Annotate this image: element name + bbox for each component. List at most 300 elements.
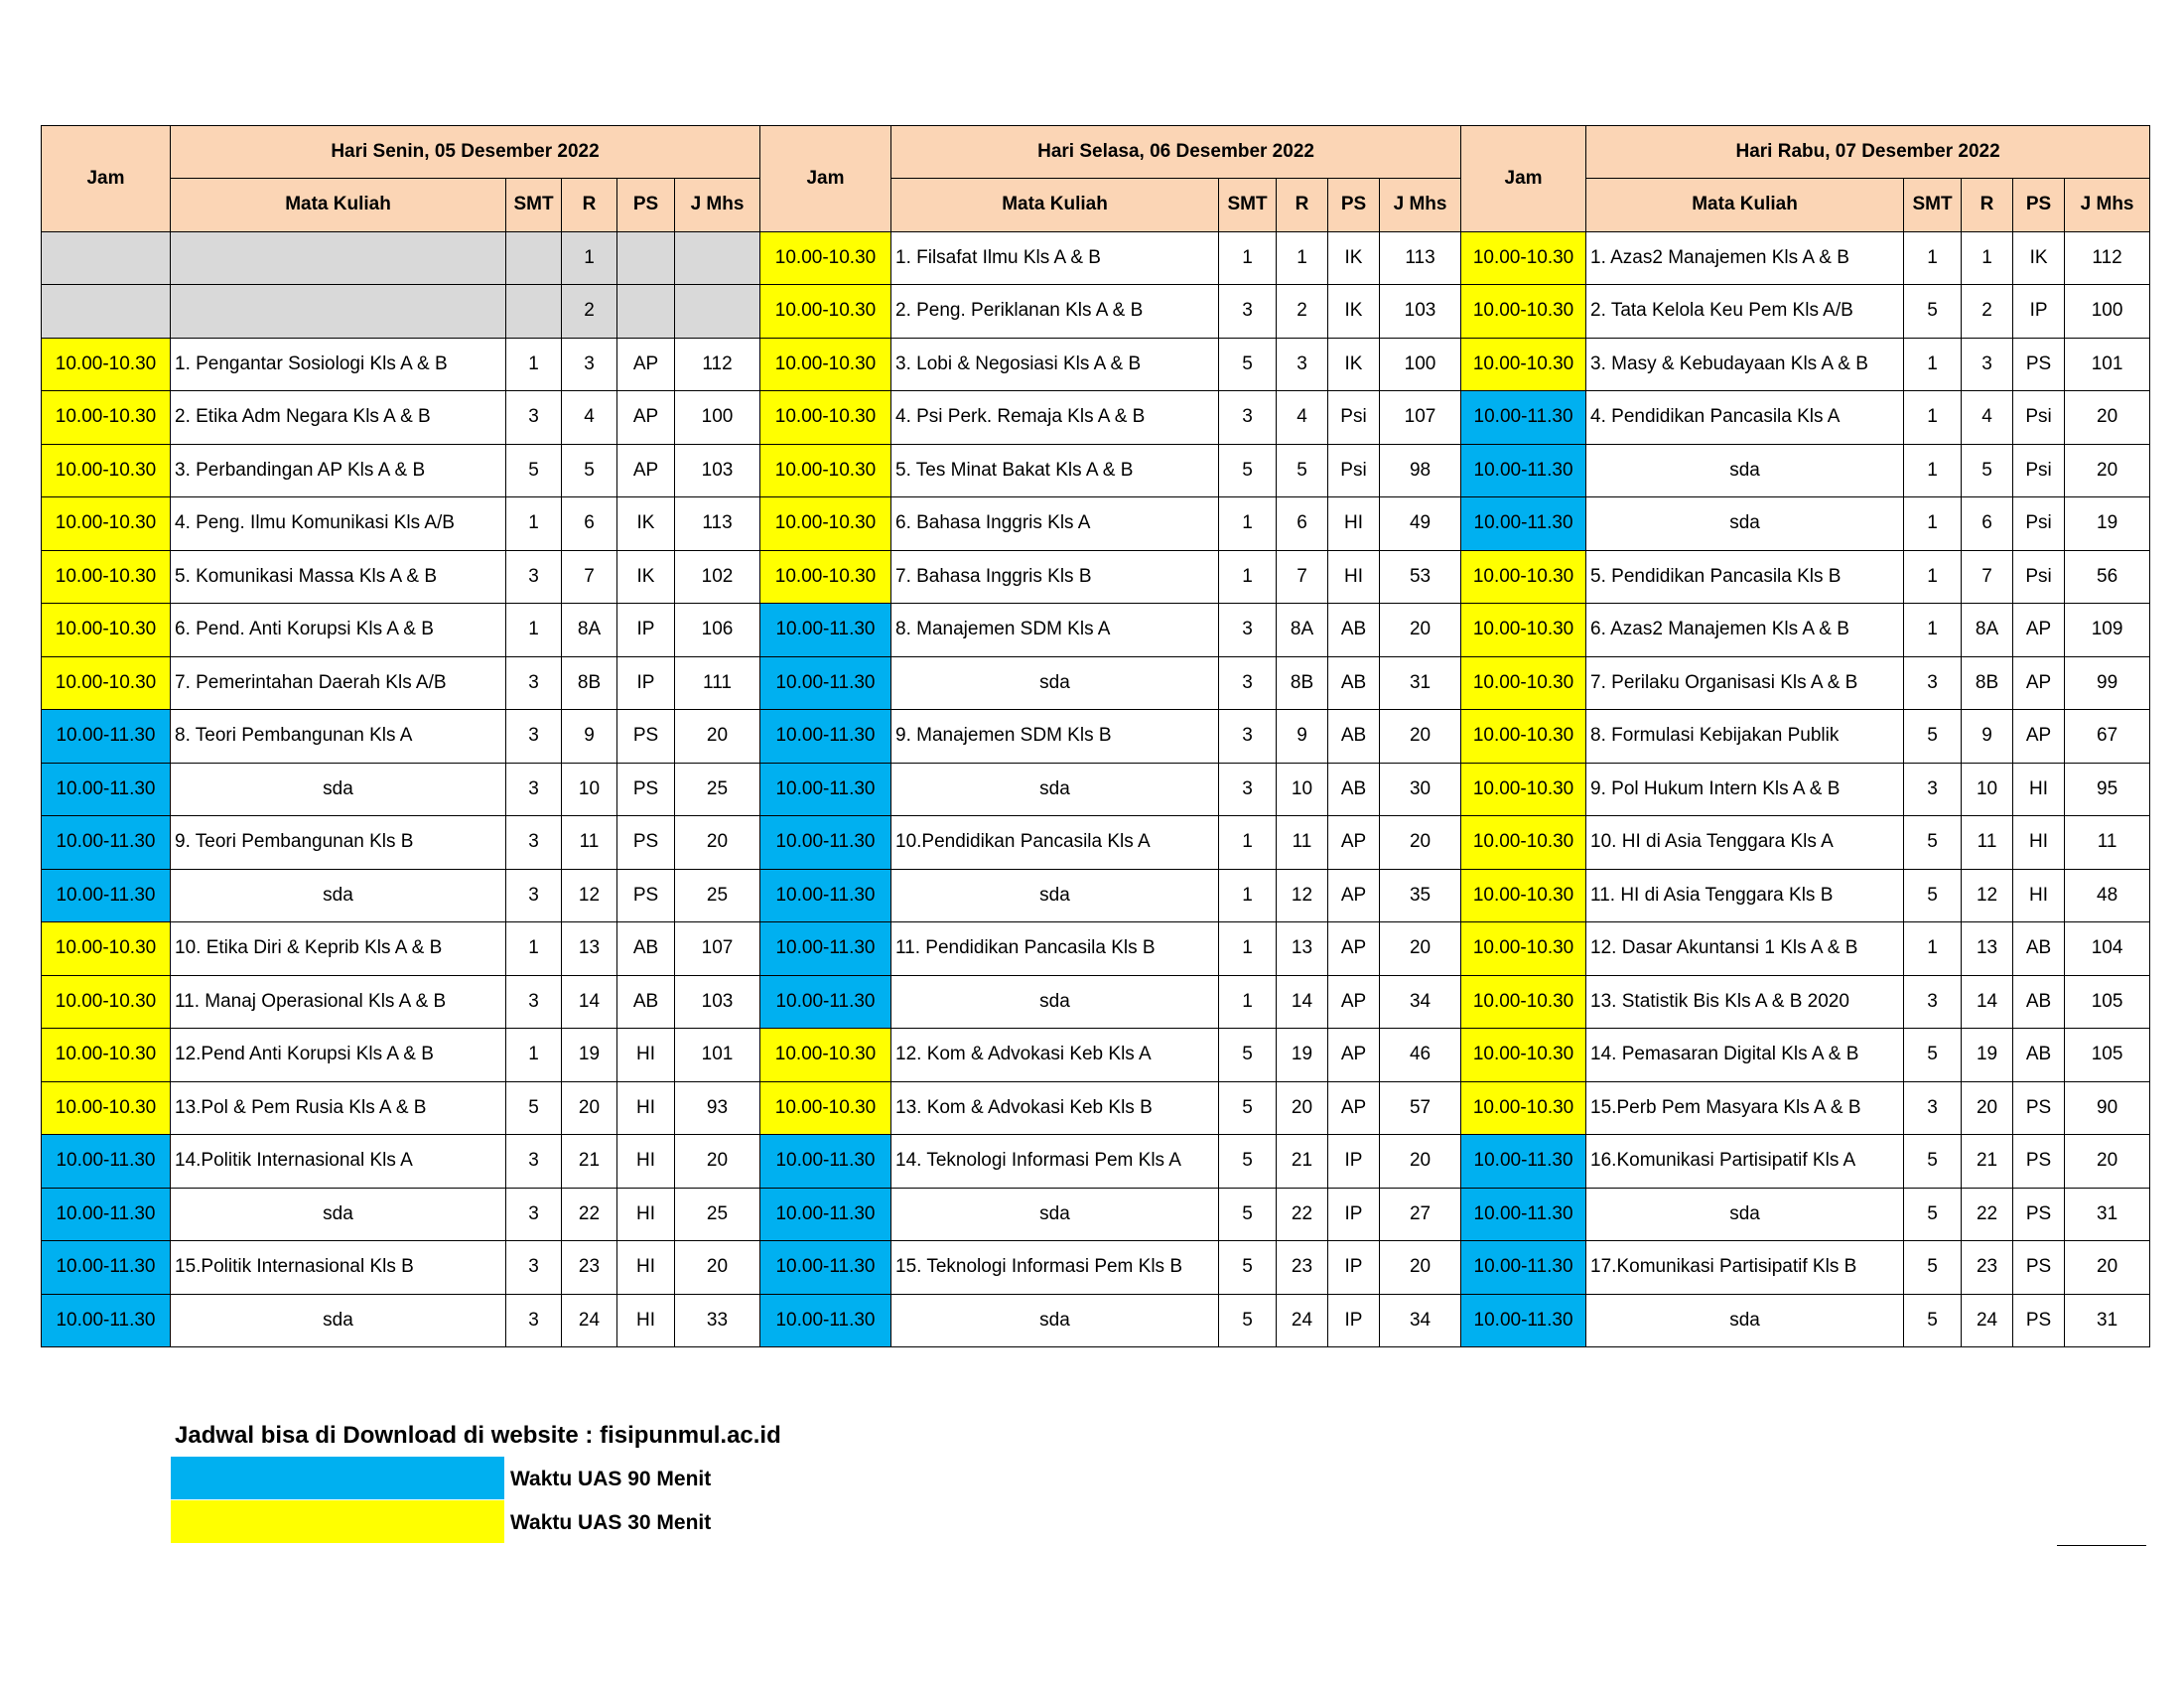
wednesday-ps-cell: PS bbox=[2013, 1188, 2065, 1241]
tuesday-r-cell: 8B bbox=[1277, 656, 1328, 710]
monday-j-mhs-cell: 20 bbox=[675, 1135, 760, 1189]
tuesday-j-mhs-cell: 100 bbox=[1380, 338, 1461, 391]
wednesday-jam-cell: 10.00-11.30 bbox=[1461, 1135, 1586, 1189]
wednesday-r-cell: 13 bbox=[1962, 922, 2013, 976]
tuesday-jam-cell: 10.00-10.30 bbox=[760, 231, 891, 285]
wednesday-r-cell: 19 bbox=[1962, 1029, 2013, 1082]
monday-jam-cell: 10.00-10.30 bbox=[42, 550, 171, 604]
monday-j-mhs-cell: 20 bbox=[675, 816, 760, 870]
wednesday-jam-cell: 10.00-10.30 bbox=[1461, 1081, 1586, 1135]
tuesday-ps-cell: Psi bbox=[1328, 391, 1380, 445]
wednesday-smt-cell: 5 bbox=[1904, 1188, 1962, 1241]
wednesday-jam-cell: 10.00-10.30 bbox=[1461, 869, 1586, 922]
tuesday-smt-cell: 3 bbox=[1219, 763, 1277, 816]
monday-mata-kuliah-cell: 11. Manaj Operasional Kls A & B bbox=[171, 975, 506, 1029]
monday-mata-kuliah-cell: 5. Komunikasi Massa Kls A & B bbox=[171, 550, 506, 604]
tuesday-jam-cell: 10.00-11.30 bbox=[760, 1241, 891, 1295]
col-header-ps: PS bbox=[1328, 179, 1380, 232]
monday-jam-cell: 10.00-10.30 bbox=[42, 338, 171, 391]
monday-j-mhs-cell: 106 bbox=[675, 604, 760, 657]
monday-mata-kuliah-cell: 15.Politik Internasional Kls B bbox=[171, 1241, 506, 1295]
monday-ps-cell: PS bbox=[617, 816, 675, 870]
tuesday-r-cell: 6 bbox=[1277, 497, 1328, 551]
tuesday-smt-cell: 1 bbox=[1219, 816, 1277, 870]
table-row bbox=[42, 1029, 2150, 1082]
wednesday-ps-cell: AB bbox=[2013, 922, 2065, 976]
tuesday-jam-cell: 10.00-11.30 bbox=[760, 1294, 891, 1347]
monday-r-cell: 21 bbox=[562, 1135, 617, 1189]
tuesday-j-mhs-cell: 30 bbox=[1380, 763, 1461, 816]
tuesday-j-mhs-cell: 98 bbox=[1380, 444, 1461, 497]
table-row bbox=[42, 922, 2150, 976]
wednesday-j-mhs-cell: 19 bbox=[2065, 497, 2150, 551]
monday-r-cell: 5 bbox=[562, 444, 617, 497]
col-header-smt: SMT bbox=[1904, 179, 1962, 232]
col-header-j-mhs: J Mhs bbox=[675, 179, 760, 232]
monday-jam-cell bbox=[42, 285, 171, 339]
download-note: Jadwal bisa di Download di website : fisipunmul.ac.id bbox=[175, 1422, 781, 1449]
tuesday-jam-cell: 10.00-11.30 bbox=[760, 975, 891, 1029]
monday-jam-cell bbox=[42, 231, 171, 285]
tuesday-mata-kuliah-cell: 5. Tes Minat Bakat Kls A & B bbox=[891, 444, 1219, 497]
wednesday-r-cell: 8A bbox=[1962, 604, 2013, 657]
wednesday-smt-cell: 5 bbox=[1904, 710, 1962, 764]
monday-jam-cell: 10.00-10.30 bbox=[42, 975, 171, 1029]
wednesday-jam-cell: 10.00-10.30 bbox=[1461, 656, 1586, 710]
wednesday-jam-cell: 10.00-10.30 bbox=[1461, 338, 1586, 391]
monday-smt-cell bbox=[506, 231, 562, 285]
wednesday-r-cell: 2 bbox=[1962, 285, 2013, 339]
monday-j-mhs-cell: 100 bbox=[675, 391, 760, 445]
wednesday-j-mhs-cell: 20 bbox=[2065, 444, 2150, 497]
monday-smt-cell: 1 bbox=[506, 604, 562, 657]
table-row bbox=[42, 869, 2150, 922]
wednesday-smt-cell: 1 bbox=[1904, 550, 1962, 604]
monday-mata-kuliah-cell: 7. Pemerintahan Daerah Kls A/B bbox=[171, 656, 506, 710]
wednesday-mata-kuliah-cell: sda bbox=[1586, 1188, 1904, 1241]
wednesday-jam-cell: 10.00-10.30 bbox=[1461, 763, 1586, 816]
col-header-r: R bbox=[1962, 179, 2013, 232]
table-header bbox=[42, 126, 2150, 232]
wednesday-jam-cell: 10.00-11.30 bbox=[1461, 1241, 1586, 1295]
monday-jam-cell: 10.00-11.30 bbox=[42, 1135, 171, 1189]
tuesday-smt-cell: 5 bbox=[1219, 338, 1277, 391]
wednesday-j-mhs-cell: 67 bbox=[2065, 710, 2150, 764]
monday-r-cell: 3 bbox=[562, 338, 617, 391]
monday-smt-cell: 3 bbox=[506, 1135, 562, 1189]
tuesday-mata-kuliah-cell: 8. Manajemen SDM Kls A bbox=[891, 604, 1219, 657]
tuesday-j-mhs-cell: 20 bbox=[1380, 922, 1461, 976]
monday-mata-kuliah-cell bbox=[171, 231, 506, 285]
wednesday-jam-cell: 10.00-11.30 bbox=[1461, 391, 1586, 445]
wednesday-mata-kuliah-cell: sda bbox=[1586, 497, 1904, 551]
wednesday-r-cell: 23 bbox=[1962, 1241, 2013, 1295]
wednesday-smt-cell: 5 bbox=[1904, 816, 1962, 870]
monday-r-cell: 14 bbox=[562, 975, 617, 1029]
jam-header-tuesday: Jam bbox=[760, 126, 891, 232]
wednesday-mata-kuliah-cell: 10. HI di Asia Tenggara Kls A bbox=[1586, 816, 1904, 870]
tuesday-mata-kuliah-cell: 15. Teknologi Informasi Pem Kls B bbox=[891, 1241, 1219, 1295]
wednesday-ps-cell: PS bbox=[2013, 1135, 2065, 1189]
tuesday-jam-cell: 10.00-10.30 bbox=[760, 444, 891, 497]
wednesday-r-cell: 20 bbox=[1962, 1081, 2013, 1135]
monday-jam-cell: 10.00-11.30 bbox=[42, 869, 171, 922]
tuesday-r-cell: 8A bbox=[1277, 604, 1328, 657]
monday-smt-cell: 5 bbox=[506, 444, 562, 497]
table-row bbox=[42, 604, 2150, 657]
wednesday-ps-cell: Psi bbox=[2013, 497, 2065, 551]
wednesday-mata-kuliah-cell: 5. Pendidikan Pancasila Kls B bbox=[1586, 550, 1904, 604]
wednesday-ps-cell: Psi bbox=[2013, 444, 2065, 497]
wednesday-mata-kuliah-cell: 9. Pol Hukum Intern Kls A & B bbox=[1586, 763, 1904, 816]
monday-jam-cell: 10.00-10.30 bbox=[42, 497, 171, 551]
tuesday-jam-cell: 10.00-11.30 bbox=[760, 1188, 891, 1241]
monday-ps-cell bbox=[617, 285, 675, 339]
wednesday-ps-cell: PS bbox=[2013, 1081, 2065, 1135]
monday-r-cell: 7 bbox=[562, 550, 617, 604]
monday-mata-kuliah-cell: 6. Pend. Anti Korupsi Kls A & B bbox=[171, 604, 506, 657]
monday-jam-cell: 10.00-10.30 bbox=[42, 604, 171, 657]
legend-swatch-90 bbox=[171, 1457, 504, 1499]
tuesday-r-cell: 22 bbox=[1277, 1188, 1328, 1241]
wednesday-mata-kuliah-cell: 2. Tata Kelola Keu Pem Kls A/B bbox=[1586, 285, 1904, 339]
monday-r-cell: 13 bbox=[562, 922, 617, 976]
tuesday-j-mhs-cell: 57 bbox=[1380, 1081, 1461, 1135]
col-header-mata-kuliah: Mata Kuliah bbox=[891, 179, 1219, 232]
monday-ps-cell: AB bbox=[617, 975, 675, 1029]
tuesday-jam-cell: 10.00-11.30 bbox=[760, 869, 891, 922]
table-row bbox=[42, 391, 2150, 445]
wednesday-ps-cell: AB bbox=[2013, 1029, 2065, 1082]
monday-j-mhs-cell: 20 bbox=[675, 1241, 760, 1295]
monday-mata-kuliah-cell: 12.Pend Anti Korupsi Kls A & B bbox=[171, 1029, 506, 1082]
wednesday-ps-cell: HI bbox=[2013, 763, 2065, 816]
wednesday-j-mhs-cell: 20 bbox=[2065, 391, 2150, 445]
table-row bbox=[42, 285, 2150, 339]
tuesday-jam-cell: 10.00-10.30 bbox=[760, 338, 891, 391]
wednesday-r-cell: 7 bbox=[1962, 550, 2013, 604]
wednesday-ps-cell: IP bbox=[2013, 285, 2065, 339]
wednesday-j-mhs-cell: 112 bbox=[2065, 231, 2150, 285]
tuesday-mata-kuliah-cell: 1. Filsafat Ilmu Kls A & B bbox=[891, 231, 1219, 285]
monday-ps-cell: IP bbox=[617, 656, 675, 710]
table-body bbox=[42, 231, 2150, 1347]
monday-j-mhs-cell: 33 bbox=[675, 1294, 760, 1347]
table-row bbox=[42, 1188, 2150, 1241]
wednesday-smt-cell: 3 bbox=[1904, 1081, 1962, 1135]
monday-ps-cell: AP bbox=[617, 444, 675, 497]
tuesday-r-cell: 2 bbox=[1277, 285, 1328, 339]
monday-r-cell: 11 bbox=[562, 816, 617, 870]
tuesday-j-mhs-cell: 103 bbox=[1380, 285, 1461, 339]
jam-header-wednesday: Jam bbox=[1461, 126, 1586, 232]
tuesday-r-cell: 19 bbox=[1277, 1029, 1328, 1082]
monday-mata-kuliah-cell: 13.Pol & Pem Rusia Kls A & B bbox=[171, 1081, 506, 1135]
legend-label-30: Waktu UAS 30 Menit bbox=[510, 1511, 712, 1534]
tuesday-j-mhs-cell: 20 bbox=[1380, 816, 1461, 870]
wednesday-smt-cell: 5 bbox=[1904, 1135, 1962, 1189]
monday-ps-cell: HI bbox=[617, 1135, 675, 1189]
monday-r-cell: 12 bbox=[562, 869, 617, 922]
wednesday-ps-cell: PS bbox=[2013, 338, 2065, 391]
wednesday-ps-cell: AB bbox=[2013, 975, 2065, 1029]
table-row bbox=[42, 656, 2150, 710]
monday-jam-cell: 10.00-11.30 bbox=[42, 763, 171, 816]
wednesday-ps-cell: HI bbox=[2013, 869, 2065, 922]
monday-r-cell: 8B bbox=[562, 656, 617, 710]
wednesday-jam-cell: 10.00-10.30 bbox=[1461, 1029, 1586, 1082]
monday-mata-kuliah-cell: sda bbox=[171, 763, 506, 816]
wednesday-r-cell: 22 bbox=[1962, 1188, 2013, 1241]
wednesday-smt-cell: 5 bbox=[1904, 1029, 1962, 1082]
wednesday-mata-kuliah-cell: 14. Pemasaran Digital Kls A & B bbox=[1586, 1029, 1904, 1082]
tuesday-r-cell: 9 bbox=[1277, 710, 1328, 764]
wednesday-r-cell: 8B bbox=[1962, 656, 2013, 710]
wednesday-smt-cell: 5 bbox=[1904, 1294, 1962, 1347]
tuesday-ps-cell: HI bbox=[1328, 497, 1380, 551]
wednesday-smt-cell: 1 bbox=[1904, 444, 1962, 497]
tuesday-mata-kuliah-cell: sda bbox=[891, 763, 1219, 816]
monday-mata-kuliah-cell bbox=[171, 285, 506, 339]
tuesday-r-cell: 24 bbox=[1277, 1294, 1328, 1347]
wednesday-jam-cell: 10.00-11.30 bbox=[1461, 497, 1586, 551]
tuesday-jam-cell: 10.00-10.30 bbox=[760, 391, 891, 445]
tuesday-smt-cell: 1 bbox=[1219, 975, 1277, 1029]
tuesday-j-mhs-cell: 20 bbox=[1380, 1241, 1461, 1295]
tuesday-j-mhs-cell: 34 bbox=[1380, 1294, 1461, 1347]
wednesday-mata-kuliah-cell: 17.Komunikasi Partisipatif Kls B bbox=[1586, 1241, 1904, 1295]
monday-ps-cell: IK bbox=[617, 497, 675, 551]
tuesday-r-cell: 1 bbox=[1277, 231, 1328, 285]
table-row bbox=[42, 816, 2150, 870]
monday-smt-cell: 5 bbox=[506, 1081, 562, 1135]
wednesday-j-mhs-cell: 20 bbox=[2065, 1135, 2150, 1189]
tuesday-smt-cell: 3 bbox=[1219, 285, 1277, 339]
wednesday-r-cell: 11 bbox=[1962, 816, 2013, 870]
monday-mata-kuliah-cell: 2. Etika Adm Negara Kls A & B bbox=[171, 391, 506, 445]
wednesday-mata-kuliah-cell: 15.Perb Pem Masyara Kls A & B bbox=[1586, 1081, 1904, 1135]
tuesday-ps-cell: IK bbox=[1328, 285, 1380, 339]
monday-smt-cell: 3 bbox=[506, 816, 562, 870]
monday-smt-cell: 3 bbox=[506, 1241, 562, 1295]
monday-ps-cell: HI bbox=[617, 1241, 675, 1295]
table-row bbox=[42, 1241, 2150, 1295]
tuesday-mata-kuliah-cell: sda bbox=[891, 869, 1219, 922]
wednesday-j-mhs-cell: 105 bbox=[2065, 1029, 2150, 1082]
tuesday-r-cell: 13 bbox=[1277, 922, 1328, 976]
tuesday-smt-cell: 3 bbox=[1219, 656, 1277, 710]
monday-j-mhs-cell: 107 bbox=[675, 922, 760, 976]
wednesday-ps-cell: IK bbox=[2013, 231, 2065, 285]
tuesday-ps-cell: IP bbox=[1328, 1294, 1380, 1347]
monday-mata-kuliah-cell: sda bbox=[171, 1188, 506, 1241]
monday-smt-cell: 3 bbox=[506, 763, 562, 816]
tuesday-jam-cell: 10.00-11.30 bbox=[760, 816, 891, 870]
monday-jam-cell: 10.00-10.30 bbox=[42, 1081, 171, 1135]
wednesday-smt-cell: 5 bbox=[1904, 285, 1962, 339]
wednesday-mata-kuliah-cell: 12. Dasar Akuntansi 1 Kls A & B bbox=[1586, 922, 1904, 976]
day-header-wednesday: Hari Rabu, 07 Desember 2022 bbox=[1586, 126, 2150, 179]
monday-r-cell: 22 bbox=[562, 1188, 617, 1241]
wednesday-mata-kuliah-cell: 1. Azas2 Manajemen Kls A & B bbox=[1586, 231, 1904, 285]
tuesday-j-mhs-cell: 20 bbox=[1380, 1135, 1461, 1189]
tuesday-jam-cell: 10.00-11.30 bbox=[760, 656, 891, 710]
monday-j-mhs-cell: 103 bbox=[675, 444, 760, 497]
monday-j-mhs-cell: 111 bbox=[675, 656, 760, 710]
wednesday-ps-cell: Psi bbox=[2013, 550, 2065, 604]
monday-smt-cell: 3 bbox=[506, 1188, 562, 1241]
wednesday-r-cell: 10 bbox=[1962, 763, 2013, 816]
wednesday-ps-cell: AP bbox=[2013, 710, 2065, 764]
tuesday-j-mhs-cell: 53 bbox=[1380, 550, 1461, 604]
monday-jam-cell: 10.00-10.30 bbox=[42, 656, 171, 710]
monday-jam-cell: 10.00-10.30 bbox=[42, 444, 171, 497]
tuesday-j-mhs-cell: 35 bbox=[1380, 869, 1461, 922]
tuesday-ps-cell: AB bbox=[1328, 763, 1380, 816]
tuesday-ps-cell: IK bbox=[1328, 338, 1380, 391]
monday-jam-cell: 10.00-11.30 bbox=[42, 1188, 171, 1241]
monday-j-mhs-cell: 112 bbox=[675, 338, 760, 391]
monday-mata-kuliah-cell: 10. Etika Diri & Keprib Kls A & B bbox=[171, 922, 506, 976]
monday-jam-cell: 10.00-11.30 bbox=[42, 1294, 171, 1347]
wednesday-jam-cell: 10.00-11.30 bbox=[1461, 1294, 1586, 1347]
col-header-r: R bbox=[1277, 179, 1328, 232]
wednesday-jam-cell: 10.00-10.30 bbox=[1461, 231, 1586, 285]
monday-r-cell: 20 bbox=[562, 1081, 617, 1135]
tuesday-mata-kuliah-cell: 9. Manajemen SDM Kls B bbox=[891, 710, 1219, 764]
table-row bbox=[42, 1294, 2150, 1347]
tuesday-mata-kuliah-cell: 13. Kom & Advokasi Keb Kls B bbox=[891, 1081, 1219, 1135]
wednesday-j-mhs-cell: 90 bbox=[2065, 1081, 2150, 1135]
monday-smt-cell: 3 bbox=[506, 975, 562, 1029]
wednesday-j-mhs-cell: 105 bbox=[2065, 975, 2150, 1029]
tuesday-smt-cell: 3 bbox=[1219, 710, 1277, 764]
tuesday-jam-cell: 10.00-10.30 bbox=[760, 550, 891, 604]
wednesday-j-mhs-cell: 99 bbox=[2065, 656, 2150, 710]
tuesday-r-cell: 23 bbox=[1277, 1241, 1328, 1295]
monday-smt-cell bbox=[506, 285, 562, 339]
table-row bbox=[42, 444, 2150, 497]
monday-mata-kuliah-cell: 9. Teori Pembangunan Kls B bbox=[171, 816, 506, 870]
wednesday-mata-kuliah-cell: 16.Komunikasi Partisipatif Kls A bbox=[1586, 1135, 1904, 1189]
monday-mata-kuliah-cell: sda bbox=[171, 1294, 506, 1347]
tuesday-r-cell: 10 bbox=[1277, 763, 1328, 816]
wednesday-r-cell: 9 bbox=[1962, 710, 2013, 764]
wednesday-ps-cell: AP bbox=[2013, 656, 2065, 710]
col-header-ps: PS bbox=[2013, 179, 2065, 232]
tuesday-ps-cell: AP bbox=[1328, 922, 1380, 976]
monday-smt-cell: 1 bbox=[506, 1029, 562, 1082]
legend-label-90: Waktu UAS 90 Menit bbox=[510, 1468, 712, 1490]
tuesday-jam-cell: 10.00-10.30 bbox=[760, 1029, 891, 1082]
wednesday-j-mhs-cell: 104 bbox=[2065, 922, 2150, 976]
tuesday-mata-kuliah-cell: 10.Pendidikan Pancasila Kls A bbox=[891, 816, 1219, 870]
table-row bbox=[42, 710, 2150, 764]
tuesday-r-cell: 12 bbox=[1277, 869, 1328, 922]
tuesday-ps-cell: AP bbox=[1328, 1029, 1380, 1082]
monday-j-mhs-cell: 101 bbox=[675, 1029, 760, 1082]
wednesday-jam-cell: 10.00-10.30 bbox=[1461, 975, 1586, 1029]
wednesday-r-cell: 4 bbox=[1962, 391, 2013, 445]
tuesday-mata-kuliah-cell: 6. Bahasa Inggris Kls A bbox=[891, 497, 1219, 551]
tuesday-smt-cell: 1 bbox=[1219, 497, 1277, 551]
wednesday-r-cell: 21 bbox=[1962, 1135, 2013, 1189]
monday-jam-cell: 10.00-10.30 bbox=[42, 1029, 171, 1082]
wednesday-smt-cell: 1 bbox=[1904, 338, 1962, 391]
monday-j-mhs-cell: 93 bbox=[675, 1081, 760, 1135]
monday-ps-cell: HI bbox=[617, 1294, 675, 1347]
monday-r-cell: 6 bbox=[562, 497, 617, 551]
monday-ps-cell: HI bbox=[617, 1029, 675, 1082]
wednesday-jam-cell: 10.00-10.30 bbox=[1461, 922, 1586, 976]
wednesday-mata-kuliah-cell: 11. HI di Asia Tenggara Kls B bbox=[1586, 869, 1904, 922]
wednesday-j-mhs-cell: 56 bbox=[2065, 550, 2150, 604]
tuesday-jam-cell: 10.00-11.30 bbox=[760, 922, 891, 976]
monday-r-cell: 4 bbox=[562, 391, 617, 445]
tuesday-j-mhs-cell: 20 bbox=[1380, 710, 1461, 764]
table-row bbox=[42, 338, 2150, 391]
wednesday-jam-cell: 10.00-10.30 bbox=[1461, 285, 1586, 339]
wednesday-smt-cell: 3 bbox=[1904, 763, 1962, 816]
wednesday-ps-cell: PS bbox=[2013, 1294, 2065, 1347]
tuesday-mata-kuliah-cell: 3. Lobi & Negosiasi Kls A & B bbox=[891, 338, 1219, 391]
monday-j-mhs-cell bbox=[675, 285, 760, 339]
tuesday-smt-cell: 5 bbox=[1219, 1029, 1277, 1082]
monday-r-cell: 9 bbox=[562, 710, 617, 764]
tuesday-ps-cell: IP bbox=[1328, 1241, 1380, 1295]
monday-smt-cell: 1 bbox=[506, 338, 562, 391]
wednesday-mata-kuliah-cell: 6. Azas2 Manajemen Kls A & B bbox=[1586, 604, 1904, 657]
wednesday-j-mhs-cell: 48 bbox=[2065, 869, 2150, 922]
monday-smt-cell: 1 bbox=[506, 497, 562, 551]
monday-mata-kuliah-cell: 8. Teori Pembangunan Kls A bbox=[171, 710, 506, 764]
tuesday-ps-cell: HI bbox=[1328, 550, 1380, 604]
wednesday-mata-kuliah-cell: 13. Statistik Bis Kls A & B 2020 bbox=[1586, 975, 1904, 1029]
tuesday-smt-cell: 5 bbox=[1219, 1241, 1277, 1295]
monday-smt-cell: 3 bbox=[506, 869, 562, 922]
tuesday-ps-cell: AB bbox=[1328, 710, 1380, 764]
tuesday-j-mhs-cell: 107 bbox=[1380, 391, 1461, 445]
tuesday-smt-cell: 1 bbox=[1219, 231, 1277, 285]
tuesday-jam-cell: 10.00-10.30 bbox=[760, 1081, 891, 1135]
wednesday-j-mhs-cell: 95 bbox=[2065, 763, 2150, 816]
tuesday-jam-cell: 10.00-11.30 bbox=[760, 1135, 891, 1189]
tuesday-mata-kuliah-cell: 14. Teknologi Informasi Pem Kls A bbox=[891, 1135, 1219, 1189]
col-header-mata-kuliah: Mata Kuliah bbox=[171, 179, 506, 232]
wednesday-jam-cell: 10.00-11.30 bbox=[1461, 444, 1586, 497]
wednesday-j-mhs-cell: 20 bbox=[2065, 1241, 2150, 1295]
wednesday-j-mhs-cell: 100 bbox=[2065, 285, 2150, 339]
tuesday-mata-kuliah-cell: 2. Peng. Periklanan Kls A & B bbox=[891, 285, 1219, 339]
monday-jam-cell: 10.00-11.30 bbox=[42, 1241, 171, 1295]
tuesday-jam-cell: 10.00-11.30 bbox=[760, 604, 891, 657]
wednesday-r-cell: 5 bbox=[1962, 444, 2013, 497]
monday-ps-cell: PS bbox=[617, 710, 675, 764]
tuesday-smt-cell: 5 bbox=[1219, 1081, 1277, 1135]
tuesday-mata-kuliah-cell: 7. Bahasa Inggris Kls B bbox=[891, 550, 1219, 604]
monday-r-cell: 1 bbox=[562, 231, 617, 285]
tuesday-jam-cell: 10.00-10.30 bbox=[760, 285, 891, 339]
wednesday-mata-kuliah-cell: 8. Formulasi Kebijakan Publik bbox=[1586, 710, 1904, 764]
tuesday-ps-cell: AB bbox=[1328, 656, 1380, 710]
wednesday-smt-cell: 1 bbox=[1904, 922, 1962, 976]
day-header-tuesday: Hari Selasa, 06 Desember 2022 bbox=[891, 126, 1461, 179]
jam-header-monday: Jam bbox=[42, 126, 171, 232]
wednesday-j-mhs-cell: 101 bbox=[2065, 338, 2150, 391]
col-header-j-mhs: J Mhs bbox=[2065, 179, 2150, 232]
tuesday-mata-kuliah-cell: 12. Kom & Advokasi Keb Kls A bbox=[891, 1029, 1219, 1082]
wednesday-smt-cell: 3 bbox=[1904, 975, 1962, 1029]
